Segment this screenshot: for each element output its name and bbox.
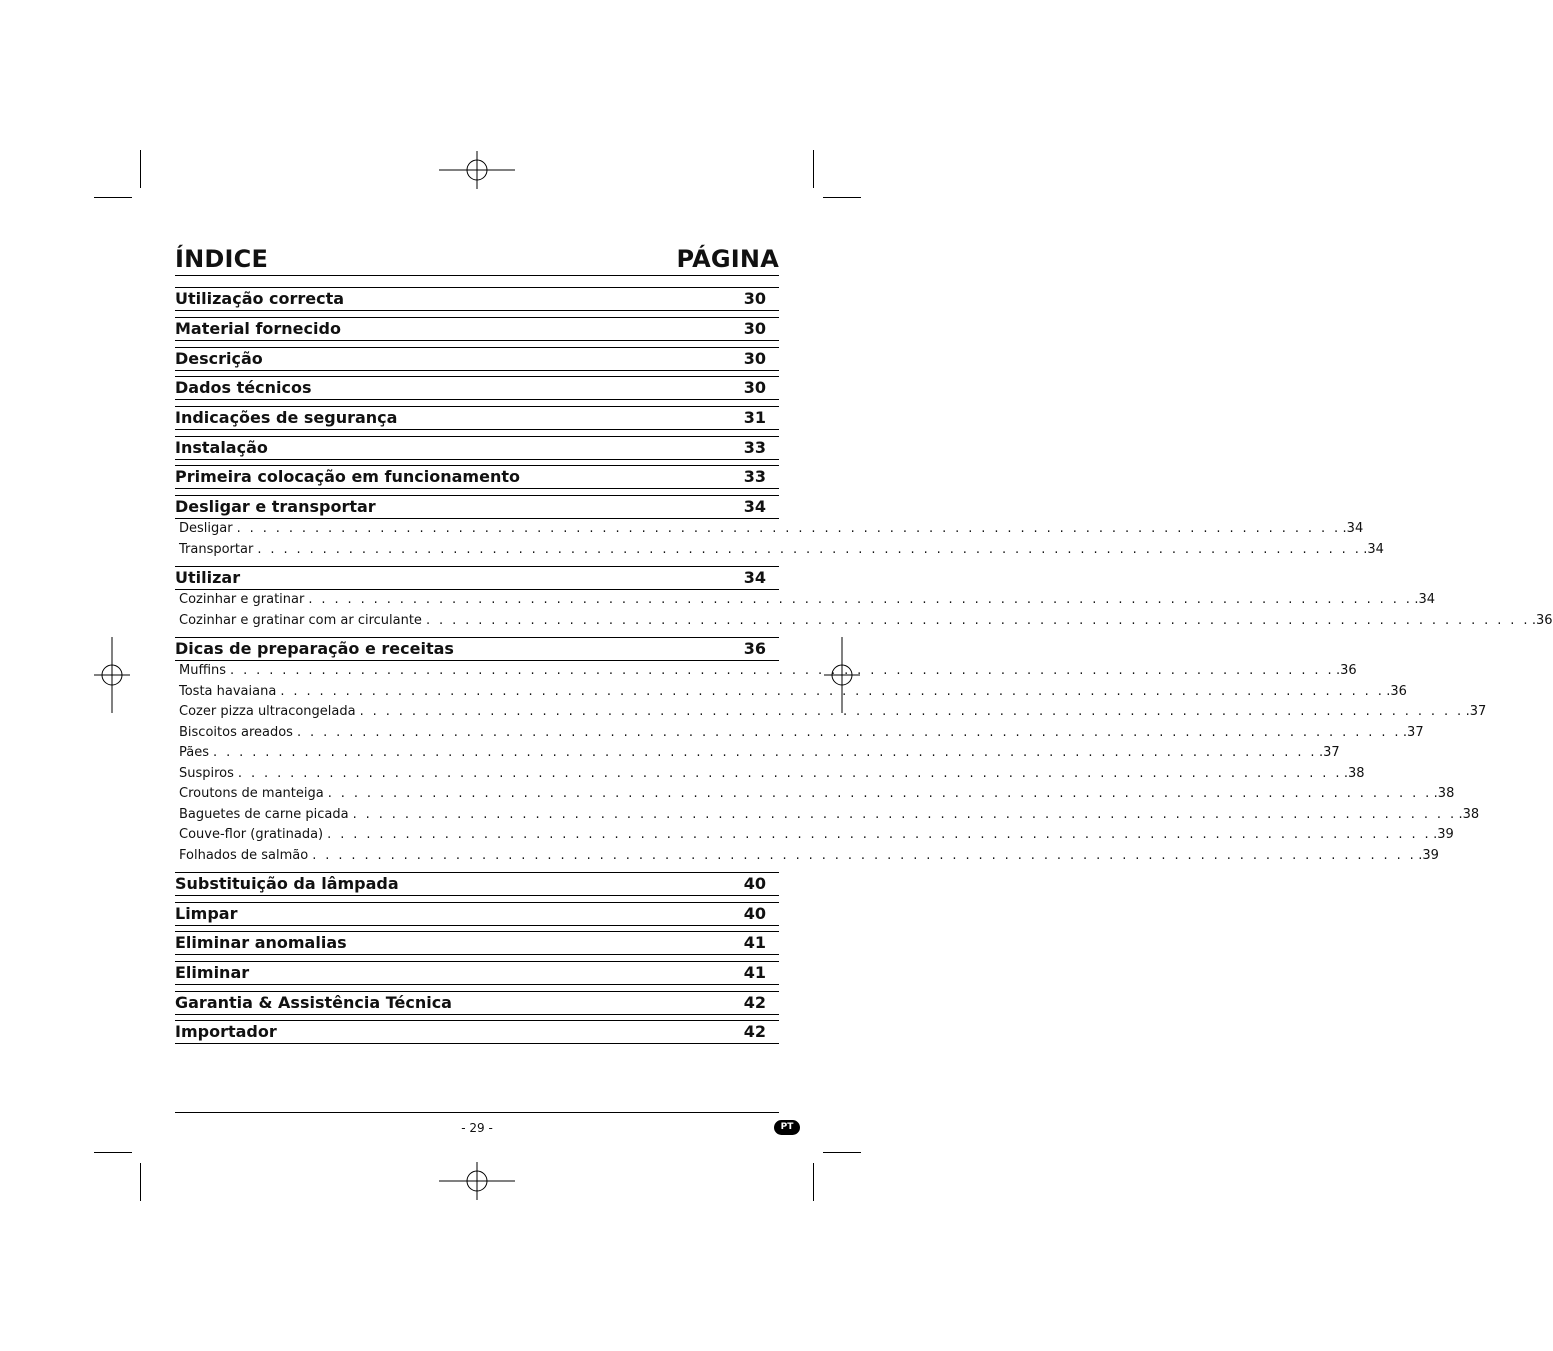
dot-leader: . . . . . . . . . . . . . . . . . . . . . . . . . . . . . . . . . . . . . . . . . . . . . . . . . . . . . . . . . . . . . . . . . . . . . . . . . . . . . . . . . . . . . bbox=[327, 827, 1432, 842]
toc-subentry[interactable] bbox=[175, 825, 1454, 846]
toc-section-heading[interactable] bbox=[175, 902, 779, 926]
subentry-page: .34 bbox=[1342, 521, 1364, 536]
toc-subentry[interactable] bbox=[175, 661, 1357, 682]
section-title: Dados técnicos bbox=[175, 378, 312, 397]
toc-section-heading[interactable] bbox=[175, 872, 779, 896]
dot-leader: . . . . . . . . . . . . . . . . . . . . . . . . . . . . . . . . . . . . . . . . . . . . . . . . . . . . . . . . . . . . . . . . . . . . . . . . . . . . . . . . . . . . . bbox=[296, 724, 1401, 740]
toc-section bbox=[175, 465, 779, 489]
toc-subentry[interactable] bbox=[175, 846, 1439, 867]
section-title: Utilização correcta bbox=[175, 289, 345, 308]
section-page: 42 bbox=[743, 993, 766, 1012]
toc-section-heading[interactable] bbox=[175, 1020, 779, 1044]
toc-subentry[interactable] bbox=[175, 611, 1553, 632]
toc-subentry[interactable] bbox=[175, 702, 1487, 723]
toc-subentry[interactable] bbox=[175, 805, 1480, 826]
section-title: Primeira colocação em funcionamento bbox=[175, 467, 520, 486]
subentry-title: Cozinhar e gratinar com ar circulante bbox=[179, 612, 422, 628]
toc-section-heading[interactable] bbox=[175, 637, 779, 661]
subentry-page: .39 bbox=[1433, 827, 1454, 842]
toc-section-heading[interactable] bbox=[175, 347, 779, 371]
section-page: 33 bbox=[743, 467, 766, 486]
section-title: Substituição da lâmpada bbox=[175, 874, 399, 893]
toc-section bbox=[175, 376, 779, 400]
toc-page-label: PÁGINA bbox=[676, 245, 779, 273]
registration-mark-left bbox=[74, 637, 150, 713]
toc-section-heading[interactable] bbox=[175, 931, 779, 955]
toc-section-heading[interactable] bbox=[175, 566, 779, 590]
subentry-title: Muffins bbox=[179, 663, 227, 678]
toc-subentry[interactable] bbox=[175, 764, 1365, 785]
dot-leader: . . . . . . . . . . . . . . . . . . . . . . . . . . . . . . . . . . . . . . . . . . . . . . . . . . . . . . . . . . . . . . . . . . . . . . . . . . . . . . . . . . . . . bbox=[236, 521, 1341, 536]
toc-section-heading[interactable] bbox=[175, 465, 779, 489]
toc-subentry[interactable] bbox=[175, 682, 1407, 703]
toc-subentry[interactable] bbox=[175, 784, 1455, 805]
section-title: Eliminar anomalias bbox=[175, 933, 347, 952]
toc-section-heading[interactable] bbox=[175, 961, 779, 985]
toc-subentry[interactable] bbox=[175, 743, 1340, 764]
section-title: Indicações de segurança bbox=[175, 408, 398, 427]
crop-mark bbox=[813, 1163, 814, 1201]
subentry-page: .34 bbox=[1363, 541, 1384, 557]
subentry-title: Biscoitos areados bbox=[179, 724, 293, 740]
section-page: 30 bbox=[743, 319, 766, 338]
subentry-title: Baguetes de carne picada bbox=[179, 806, 349, 822]
toc-section bbox=[175, 961, 779, 985]
toc-section bbox=[175, 406, 779, 430]
section-title: Utilizar bbox=[175, 568, 241, 587]
subentry-page: .38 bbox=[1343, 765, 1365, 781]
page-number: - 29 - bbox=[461, 1121, 493, 1135]
toc-section bbox=[175, 902, 779, 926]
dot-leader: . . . . . . . . . . . . . . . . . . . . . . . . . . . . . . . . . . . . . . . . . . . . . . . . . . . . . . . . . . . . . . . . . . . . . . . . . . . . . . . . . . . . . bbox=[425, 612, 1530, 628]
dot-leader: . . . . . . . . . . . . . . . . . . . . . . . . . . . . . . . . . . . . . . . . . . . . . . . . . . . . . . . . . . . . . . . . . . . . . . . . . . . . . . . . . . . . . bbox=[213, 745, 1317, 760]
subentry-title: Transportar bbox=[179, 541, 254, 557]
section-page: 41 bbox=[743, 933, 766, 952]
crop-mark bbox=[140, 150, 141, 188]
subentry-page: .36 bbox=[1531, 612, 1553, 628]
section-title: Material fornecido bbox=[175, 319, 341, 338]
toc-section bbox=[175, 991, 779, 1015]
subentry-page: .37 bbox=[1402, 724, 1424, 740]
toc-section bbox=[175, 931, 779, 955]
language-badge: PT bbox=[774, 1120, 800, 1135]
section-page: 30 bbox=[743, 289, 766, 308]
subentry-page: .37 bbox=[1318, 745, 1340, 760]
toc-section bbox=[175, 347, 779, 371]
crop-mark bbox=[94, 1152, 132, 1153]
section-page: 33 bbox=[743, 438, 766, 457]
subentry-title: Suspiros bbox=[179, 765, 234, 781]
section-page: 34 bbox=[743, 497, 766, 516]
section-page: 36 bbox=[743, 639, 766, 658]
toc-section bbox=[175, 287, 779, 311]
dot-leader: . . . . . . . . . . . . . . . . . . . . . . . . . . . . . . . . . . . . . . . . . . . . . . . . . . . . . . . . . . . . . . . . . . . . . . . . . . . . . . . . . . . . . bbox=[308, 592, 1413, 607]
section-page: 40 bbox=[743, 874, 766, 893]
section-title: Importador bbox=[175, 1022, 277, 1041]
section-title: Dicas de preparação e receitas bbox=[175, 639, 454, 658]
toc-section-heading[interactable] bbox=[175, 991, 779, 1015]
registration-mark-bottom bbox=[439, 1143, 515, 1219]
subentry-title: Pães bbox=[179, 745, 209, 760]
subentry-page: .34 bbox=[1414, 592, 1435, 607]
crop-mark bbox=[140, 1163, 141, 1201]
dot-leader: . . . . . . . . . . . . . . . . . . . . . . . . . . . . . . . . . . . . . . . . . . . . . . . . . . . . . . . . . . . . . . . . . . . . . . . . . . . . . . . . . . . . . bbox=[359, 704, 1464, 719]
subentry-title: Tosta havaiana bbox=[179, 683, 277, 699]
toc-subentry[interactable] bbox=[175, 540, 1384, 561]
dot-leader: . . . . . . . . . . . . . . . . . . . . . . . . . . . . . . . . . . . . . . . . . . . . . . . . . . . . . . . . . . . . . . . . . . . . . . . . . . . . . . . . . . . . . bbox=[230, 663, 1335, 678]
section-page: 30 bbox=[743, 378, 766, 397]
toc-section bbox=[175, 317, 779, 341]
toc-section bbox=[175, 872, 779, 896]
dot-leader: . . . . . . . . . . . . . . . . . . . . . . . . . . . . . . . . . . . . . . . . . . . . . . . . . . . . . . . . . . . . . . . . . . . . . . . . . . . . . . . . . . . . . bbox=[280, 683, 1385, 699]
crop-mark bbox=[813, 150, 814, 188]
section-page: 40 bbox=[743, 904, 766, 923]
toc-header bbox=[175, 243, 779, 276]
section-page: 41 bbox=[743, 963, 766, 982]
subentry-page: .38 bbox=[1458, 806, 1480, 822]
crop-mark bbox=[823, 1152, 861, 1153]
section-title: Instalação bbox=[175, 438, 268, 457]
subentry-title: Couve-flor (gratinada) bbox=[179, 827, 324, 842]
toc-section bbox=[175, 436, 779, 460]
section-title: Descrição bbox=[175, 349, 263, 368]
subentry-title: Cozer pizza ultracongelada bbox=[179, 704, 356, 719]
toc-section-heading[interactable] bbox=[175, 436, 779, 460]
subentry-page: .36 bbox=[1386, 683, 1407, 699]
dot-leader: . . . . . . . . . . . . . . . . . . . . . . . . . . . . . . . . . . . . . . . . . . . . . . . . . . . . . . . . . . . . . . . . . . . . . . . . . . . . . . . . . . . . . bbox=[352, 806, 1457, 822]
toc-title: ÍNDICE bbox=[175, 245, 269, 273]
toc-section-heading[interactable] bbox=[175, 287, 779, 311]
subentry-title: Cozinhar e gratinar bbox=[179, 592, 305, 607]
subentry-page: .38 bbox=[1433, 786, 1455, 801]
subentry-page: .36 bbox=[1336, 663, 1357, 678]
dot-leader: . . . . . . . . . . . . . . . . . . . . . . . . . . . . . . . . . . . . . . . . . . . . . . . . . . . . . . . . . . . . . . . . . . . . . . . . . . . . . . . . . . . . . bbox=[312, 847, 1417, 863]
section-title: Desligar e transportar bbox=[175, 497, 376, 516]
section-page: 30 bbox=[743, 349, 766, 368]
toc-section-heading[interactable] bbox=[175, 495, 779, 519]
section-page: 42 bbox=[743, 1022, 766, 1041]
section-title: Eliminar bbox=[175, 963, 250, 982]
toc-subentry[interactable] bbox=[175, 723, 1424, 744]
section-title: Limpar bbox=[175, 904, 238, 923]
section-page: 31 bbox=[743, 408, 766, 427]
toc-subentry[interactable] bbox=[175, 590, 1435, 611]
crop-mark bbox=[823, 197, 861, 198]
subentry-page: .39 bbox=[1418, 847, 1439, 863]
toc-section-heading[interactable] bbox=[175, 376, 779, 400]
registration-mark-top bbox=[439, 132, 515, 208]
section-page: 34 bbox=[743, 568, 766, 587]
footer-rule bbox=[175, 1112, 779, 1113]
dot-leader: . . . . . . . . . . . . . . . . . . . . . . . . . . . . . . . . . . . . . . . . . . . . . . . . . . . . . . . . . . . . . . . . . . . . . . . . . . . . . . . . . . . . . bbox=[327, 786, 1432, 801]
subentry-page: .37 bbox=[1465, 704, 1487, 719]
toc-subentry[interactable] bbox=[175, 519, 1364, 540]
toc-section bbox=[175, 637, 1487, 866]
toc-section bbox=[175, 566, 1553, 631]
subentry-title: Folhados de salmão bbox=[179, 847, 309, 863]
dot-leader: . . . . . . . . . . . . . . . . . . . . . . . . . . . . . . . . . . . . . . . . . . . . . . . . . . . . . . . . . . . . . . . . . . . . . . . . . . . . . . . . . . . . . bbox=[257, 541, 1362, 557]
toc-section-heading[interactable] bbox=[175, 406, 779, 430]
subentry-title: Desligar bbox=[179, 521, 233, 536]
section-title: Garantia & Assistência Técnica bbox=[175, 993, 452, 1012]
crop-mark bbox=[94, 197, 132, 198]
subentry-title: Croutons de manteiga bbox=[179, 786, 324, 801]
toc-section bbox=[175, 495, 1384, 560]
toc-section bbox=[175, 1020, 779, 1044]
dot-leader: . . . . . . . . . . . . . . . . . . . . . . . . . . . . . . . . . . . . . . . . . . . . . . . . . . . . . . . . . . . . . . . . . . . . . . . . . . . . . . . . . . . . . bbox=[237, 765, 1342, 781]
toc-section-heading[interactable] bbox=[175, 317, 779, 341]
